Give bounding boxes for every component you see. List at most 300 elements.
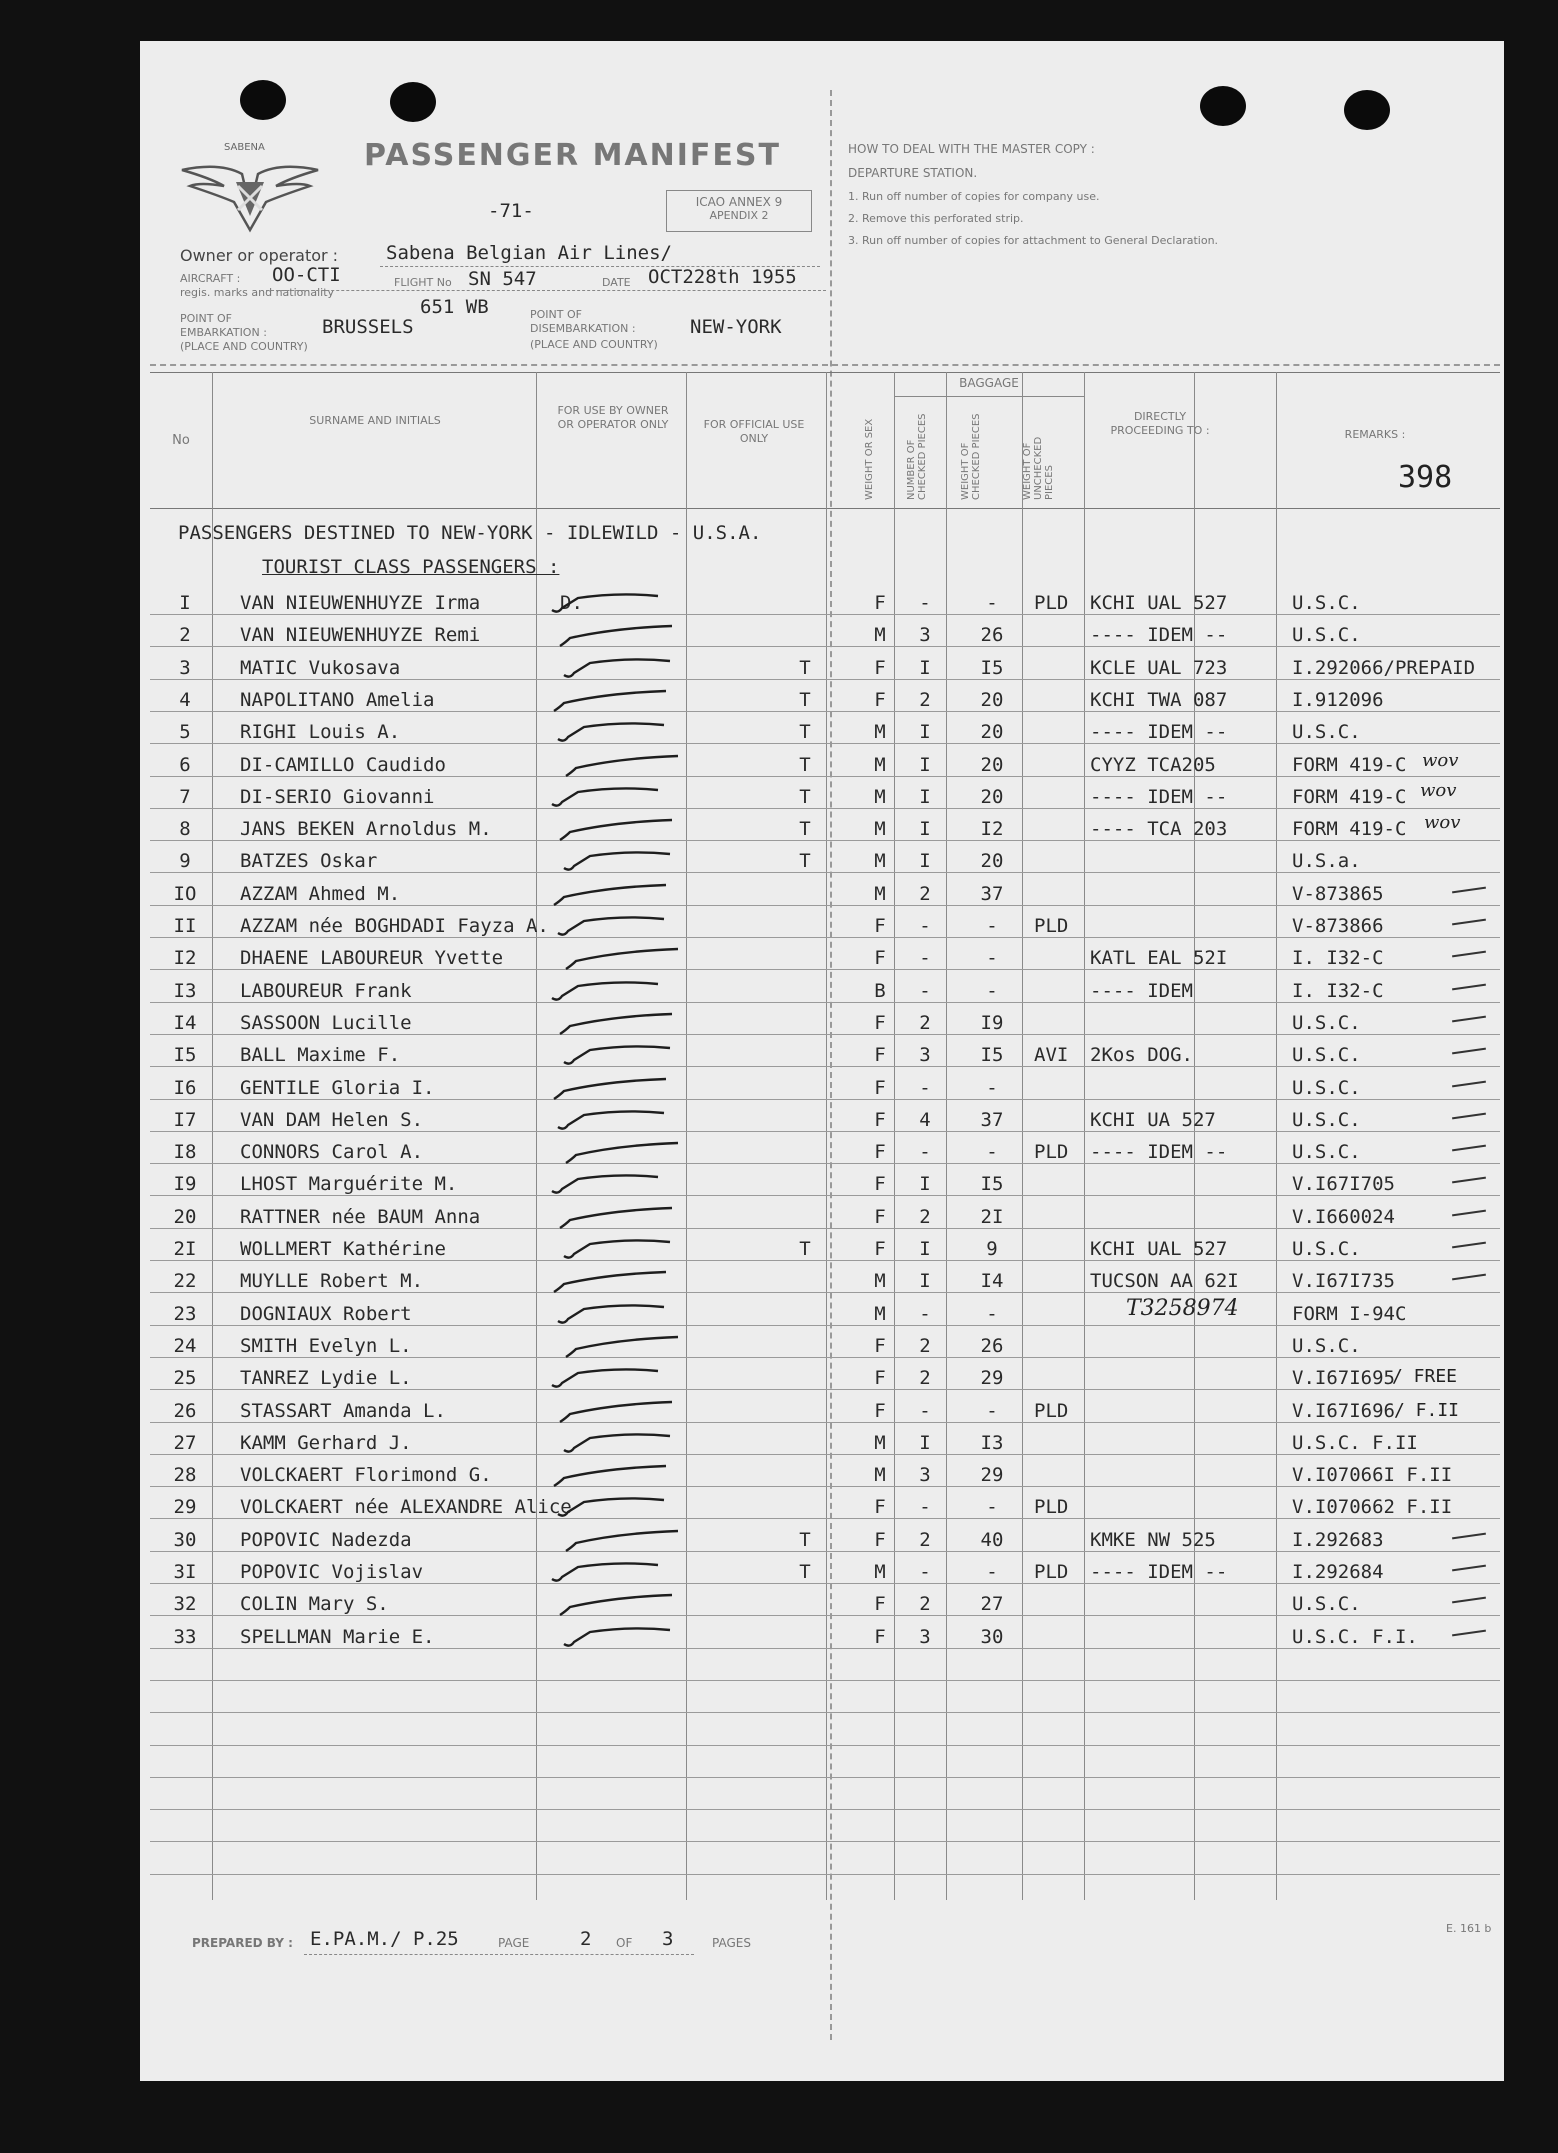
cell-wt: - bbox=[986, 1496, 998, 1519]
cell-name: SPELLMAN Marie E. bbox=[240, 1625, 435, 1648]
cell-name: STASSART Amanda L. bbox=[240, 1399, 446, 1422]
page-value: 2 bbox=[580, 1928, 592, 1950]
cell-pcs: 3 bbox=[919, 1625, 931, 1648]
table-row-line bbox=[150, 1422, 1500, 1423]
cell-wt: - bbox=[986, 1561, 998, 1583]
cell-name: RIGHI Louis A. bbox=[240, 721, 401, 744]
cell-wt: 37 bbox=[980, 882, 1004, 905]
cell-pcs: - bbox=[919, 1561, 931, 1583]
date-label: DATE bbox=[602, 276, 631, 289]
cell-rem: U.S.C. bbox=[1292, 624, 1361, 647]
table-row-line bbox=[150, 1518, 1500, 1519]
instruction-item: 2. Remove this perforated strip. bbox=[848, 212, 1024, 225]
owner-value: Sabena Belgian Air Lines/ bbox=[386, 242, 672, 264]
table-row-line bbox=[150, 1325, 1500, 1326]
cell-rem: V.I67I705 bbox=[1292, 1173, 1395, 1196]
handwritten-tick-icon bbox=[554, 814, 684, 844]
handwritten-tick-icon bbox=[554, 1396, 684, 1426]
cell-name: GENTILE Gloria I. bbox=[240, 1076, 435, 1099]
cell-sex: M bbox=[874, 753, 886, 776]
cell-pcs: - bbox=[919, 1302, 931, 1325]
handwritten-tick-icon bbox=[554, 1589, 684, 1619]
cell-sex: F bbox=[874, 592, 886, 614]
cell-wt: 20 bbox=[980, 850, 1004, 873]
cell-no: 6 bbox=[179, 753, 191, 776]
instruction-item: 1. Run off number of copies for company use. bbox=[848, 190, 1100, 203]
table-row-line bbox=[150, 1389, 1500, 1390]
handwritten-tick-icon bbox=[548, 879, 678, 909]
cell-dest: KCLE UAL 723 bbox=[1090, 656, 1228, 679]
table-row-line bbox=[150, 1454, 1500, 1455]
cell-pcs: I bbox=[919, 753, 931, 776]
table-row-line bbox=[150, 1195, 1500, 1196]
cell-name: DOGNIAUX Robert bbox=[240, 1302, 412, 1325]
cell-unchk: AVI bbox=[1034, 1044, 1069, 1067]
table-row-line bbox=[150, 711, 1500, 712]
cell-unchk: PLD bbox=[1034, 1141, 1069, 1164]
cell-name: SMITH Evelyn L. bbox=[240, 1334, 412, 1357]
col-header-checked-weight: WEIGHT OF CHECKED PIECES bbox=[960, 413, 982, 500]
cell-rem: V-873866 bbox=[1292, 915, 1384, 937]
cell-rem: FORM 419-C bbox=[1292, 818, 1407, 841]
table-row-line bbox=[150, 646, 1500, 647]
handwritten-note: / F.II bbox=[1394, 1400, 1460, 1421]
table-row-line bbox=[150, 1066, 1500, 1067]
cell-no: I9 bbox=[173, 1173, 197, 1196]
cell-pcs: 2 bbox=[919, 1593, 931, 1616]
cell-sex: F bbox=[874, 915, 886, 937]
cell-pcs: I bbox=[919, 1238, 931, 1260]
cell-no: 24 bbox=[173, 1334, 197, 1357]
cell-dest: KCHI TWA 087 bbox=[1090, 688, 1228, 711]
cell-wt: - bbox=[986, 915, 998, 937]
cell-sex: M bbox=[874, 882, 886, 905]
cell-off: T bbox=[799, 1561, 811, 1583]
cell-pcs: I bbox=[919, 785, 931, 808]
punch-hole bbox=[240, 80, 286, 120]
cell-pcs: 3 bbox=[919, 1044, 931, 1067]
handwritten-tick-icon bbox=[548, 588, 678, 618]
embark-value: BRUSSELS bbox=[322, 316, 414, 338]
cell-pcs: I bbox=[919, 1431, 931, 1454]
col-header-owner-use: FOR USE BY OWNER OR OPERATOR ONLY bbox=[557, 404, 669, 431]
cell-dest: KCHI UAL 527 bbox=[1090, 592, 1228, 614]
table-row-line bbox=[150, 905, 1500, 906]
cell-init: D. bbox=[560, 592, 583, 614]
table-row-line bbox=[150, 1745, 1500, 1746]
cell-rem: V.I660024 bbox=[1292, 1205, 1395, 1228]
col-header-weight-sex: WEIGHT OR SEX bbox=[864, 418, 875, 500]
cell-off: T bbox=[799, 785, 811, 808]
embark-sub-label: (PLACE AND COUNTRY) bbox=[180, 340, 308, 353]
cell-no: I bbox=[179, 592, 191, 614]
cell-rem: U.S.C. bbox=[1292, 592, 1361, 614]
cell-no: 25 bbox=[173, 1367, 197, 1390]
icao-line-1: ICAO ANNEX 9 bbox=[695, 195, 783, 209]
cell-rem: I.292683 bbox=[1292, 1528, 1384, 1551]
cell-no: 9 bbox=[179, 850, 191, 873]
cell-sex: F bbox=[874, 1141, 886, 1164]
cell-sex: F bbox=[874, 1334, 886, 1357]
cell-dest: ---- IDEM -- bbox=[1090, 1561, 1228, 1583]
cell-wt: 30 bbox=[980, 1625, 1004, 1648]
cell-name: RATTNER née BAUM Anna bbox=[240, 1205, 481, 1228]
handwritten-tick-icon bbox=[560, 653, 690, 683]
owner-label: Owner or operator : bbox=[180, 246, 339, 265]
cell-name: DI-SERIO Giovanni bbox=[240, 785, 435, 808]
cell-sex: M bbox=[874, 624, 886, 647]
cell-rem: U.S.C. F.II bbox=[1292, 1431, 1418, 1454]
cell-name: DI-CAMILLO Caudido bbox=[240, 753, 446, 776]
handwritten-tick-icon bbox=[560, 846, 690, 876]
cell-name: LHOST Marguérite M. bbox=[240, 1173, 458, 1196]
handwritten-tick-icon bbox=[554, 1202, 684, 1232]
cell-off: T bbox=[799, 850, 811, 873]
handwritten-tick-icon bbox=[548, 1266, 678, 1296]
cell-sex: M bbox=[874, 785, 886, 808]
table-row-line bbox=[150, 1583, 1500, 1584]
cell-no: I7 bbox=[173, 1108, 197, 1131]
cell-wt: - bbox=[986, 1399, 998, 1422]
table-row-line bbox=[150, 937, 1500, 938]
punch-hole bbox=[390, 82, 436, 122]
cell-dest: ---- IDEM -- bbox=[1090, 785, 1228, 808]
cell-no: I8 bbox=[173, 1141, 197, 1164]
cell-rem: I. I32-C bbox=[1292, 947, 1384, 970]
cell-off: T bbox=[799, 1238, 811, 1260]
cell-pcs: - bbox=[919, 979, 931, 1002]
aircraft-underline bbox=[266, 290, 826, 291]
table-row-line bbox=[150, 1002, 1500, 1003]
cell-name: VAN NIEUWENHUYZE Remi bbox=[240, 624, 481, 647]
cell-sex: F bbox=[874, 1205, 886, 1228]
cell-pcs: I bbox=[919, 850, 931, 873]
cell-wt: 26 bbox=[980, 624, 1004, 647]
cell-pcs: 2 bbox=[919, 688, 931, 711]
cell-rem: FORM I-94C bbox=[1292, 1302, 1407, 1325]
flight-label: FLIGHT No bbox=[394, 276, 452, 289]
cell-pcs: 2 bbox=[919, 1334, 931, 1357]
cell-rem: I.912096 bbox=[1292, 688, 1384, 711]
handwritten-tick-icon bbox=[560, 1040, 690, 1070]
cell-name: VOLCKAERT Florimond G. bbox=[240, 1464, 492, 1487]
cell-off: T bbox=[799, 656, 811, 679]
table-column-divider bbox=[1022, 372, 1023, 1900]
handwritten-note: T3258974 bbox=[1126, 1296, 1239, 1321]
cell-name: AZZAM née BOGHDADI Fayza A. bbox=[240, 915, 549, 937]
table-row-line bbox=[150, 1228, 1500, 1229]
col-header-surname: SURNAME AND INITIALS bbox=[309, 414, 441, 427]
table-row-line bbox=[150, 1648, 1500, 1649]
cell-dest: ---- IDEM -- bbox=[1090, 721, 1228, 744]
cell-pcs: 3 bbox=[919, 624, 931, 647]
cell-dest: KCHI UAL 527 bbox=[1090, 1238, 1228, 1260]
cell-name: POPOVIC Nadezda bbox=[240, 1528, 412, 1551]
cell-no: 32 bbox=[173, 1593, 197, 1616]
cell-sex: F bbox=[874, 1593, 886, 1616]
cell-sex: F bbox=[874, 947, 886, 970]
cell-dest: ---- IDEM -- bbox=[1090, 1141, 1228, 1164]
cell-pcs: 2 bbox=[919, 1205, 931, 1228]
table-row-line bbox=[150, 1486, 1500, 1487]
cell-dest: KCHI UA 527 bbox=[1090, 1108, 1216, 1131]
col-header-unchecked-weight: WEIGHT OF UNCHECKED PIECES bbox=[1022, 436, 1055, 500]
embark-label: POINT OF EMBARKATION : bbox=[180, 312, 267, 339]
cell-no: 28 bbox=[173, 1464, 197, 1487]
cell-name: TANREZ Lydie L. bbox=[240, 1367, 412, 1390]
table-row-line bbox=[150, 1357, 1500, 1358]
cell-sex: F bbox=[874, 1044, 886, 1067]
cell-pcs: I bbox=[919, 1270, 931, 1293]
table-row-line bbox=[150, 1260, 1500, 1261]
perforation-vertical bbox=[830, 90, 832, 2040]
cell-wt: 26 bbox=[980, 1334, 1004, 1357]
of-label: OF bbox=[616, 1936, 633, 1950]
class-line: TOURIST CLASS PASSENGERS : bbox=[262, 556, 560, 578]
cell-name: WOLLMERT Kathérine bbox=[240, 1238, 446, 1260]
cell-name: LABOUREUR Frank bbox=[240, 979, 412, 1002]
table-row-line bbox=[150, 614, 1500, 615]
cell-rem: FORM 419-C bbox=[1292, 785, 1407, 808]
handwritten-note: / FREE bbox=[1392, 1366, 1458, 1387]
cell-off: T bbox=[799, 753, 811, 776]
handwritten-tick-icon bbox=[548, 1169, 678, 1199]
cell-no: II bbox=[173, 915, 197, 937]
cell-pcs: - bbox=[919, 592, 931, 614]
table-row-line bbox=[150, 1163, 1500, 1164]
col-header-proceeding: DIRECTLY PROCEEDING TO : bbox=[1110, 410, 1210, 437]
cell-pcs: - bbox=[919, 915, 931, 937]
handwritten-tick-icon bbox=[548, 976, 678, 1006]
handwritten-tick-icon bbox=[554, 1008, 684, 1038]
table-row-line bbox=[150, 840, 1500, 841]
cell-rem: U.S.C. bbox=[1292, 1334, 1361, 1357]
handwritten-tick-icon bbox=[560, 1234, 690, 1264]
disembark-label: POINT OF DISEMBARKATION : bbox=[530, 308, 636, 335]
sabena-logo bbox=[180, 130, 320, 240]
aircraft-label: AIRCRAFT : bbox=[180, 272, 241, 285]
form-code: E. 161 b bbox=[1446, 1922, 1492, 1935]
cell-no: 30 bbox=[173, 1528, 197, 1551]
cell-no: 5 bbox=[179, 721, 191, 744]
cell-dest: ---- IDEM -- bbox=[1090, 624, 1228, 647]
table-row-line bbox=[150, 1777, 1500, 1778]
cell-dest: KATL EAL 52I bbox=[1090, 947, 1228, 970]
cell-wt: - bbox=[986, 979, 998, 1002]
handwritten-note: wov bbox=[1424, 812, 1461, 833]
instructions-heading-1: HOW TO DEAL WITH THE MASTER COPY : bbox=[848, 142, 1095, 156]
cell-no: IO bbox=[173, 882, 197, 905]
cell-sex: F bbox=[874, 1108, 886, 1131]
cell-name: JANS BEKEN Arnoldus M. bbox=[240, 818, 492, 841]
perforation-horizontal bbox=[150, 364, 1500, 366]
cell-name: COLIN Mary S. bbox=[240, 1593, 389, 1616]
cell-rem: V.I67I735 bbox=[1292, 1270, 1395, 1293]
cell-sex: M bbox=[874, 1464, 886, 1487]
cell-pcs: - bbox=[919, 1496, 931, 1519]
cell-pcs: 2 bbox=[919, 1367, 931, 1390]
cell-name: CONNORS Carol A. bbox=[240, 1141, 424, 1164]
table-row-line bbox=[150, 808, 1500, 809]
cell-pcs: 2 bbox=[919, 882, 931, 905]
cell-sex: M bbox=[874, 1302, 886, 1325]
cell-sex: B bbox=[874, 979, 886, 1002]
handwritten-tick-icon bbox=[560, 1622, 690, 1652]
cell-no: 3 bbox=[179, 656, 191, 679]
cell-rem: U.S.C. bbox=[1292, 1593, 1361, 1616]
cell-rem: U.S.a. bbox=[1292, 850, 1361, 873]
handwritten-tick-icon bbox=[560, 1137, 690, 1167]
handwritten-tick-icon bbox=[560, 943, 690, 973]
cell-unchk: PLD bbox=[1034, 1496, 1069, 1519]
table-row-line bbox=[150, 743, 1500, 744]
cell-sex: M bbox=[874, 721, 886, 744]
cell-off: T bbox=[799, 818, 811, 841]
cell-wt: I3 bbox=[980, 1431, 1004, 1454]
cell-name: VOLCKAERT née ALEXANDRE Alice bbox=[240, 1496, 572, 1519]
cell-no: 22 bbox=[173, 1270, 197, 1293]
cell-pcs: I bbox=[919, 1173, 931, 1196]
cell-name: BALL Maxime F. bbox=[240, 1044, 401, 1067]
cell-no: 3I bbox=[173, 1561, 197, 1583]
cell-no: I5 bbox=[173, 1044, 197, 1067]
table-row-line bbox=[150, 1551, 1500, 1552]
cell-dest: TUCSON AA 62I bbox=[1090, 1270, 1239, 1293]
cell-wt: 20 bbox=[980, 753, 1004, 776]
cell-sex: F bbox=[874, 1173, 886, 1196]
table-header-bottom bbox=[150, 508, 1500, 509]
col-header-baggage: BAGGAGE bbox=[959, 376, 1019, 390]
table-column-divider bbox=[894, 372, 895, 1900]
cell-name: VAN NIEUWENHUYZE Irma bbox=[240, 592, 481, 614]
table-column-divider bbox=[686, 372, 687, 1900]
table-top-border bbox=[150, 372, 1500, 373]
handwritten-tick-icon bbox=[560, 1428, 690, 1458]
cell-wt: 20 bbox=[980, 785, 1004, 808]
cell-name: DHAENE LABOUREUR Yvette bbox=[240, 947, 504, 970]
cell-rem: U.S.C. bbox=[1292, 1108, 1361, 1131]
cell-sex: F bbox=[874, 1625, 886, 1648]
cell-rem: U.S.C. bbox=[1292, 721, 1361, 744]
handwritten-tick-icon bbox=[554, 1105, 684, 1135]
cell-wt: I2 bbox=[980, 818, 1004, 841]
cell-rem: U.S.C. bbox=[1292, 1011, 1361, 1034]
cell-sex: M bbox=[874, 1270, 886, 1293]
table-row-line bbox=[150, 1712, 1500, 1713]
handwritten-tick-icon bbox=[548, 685, 678, 715]
table-row-line bbox=[150, 679, 1500, 680]
cell-rem: U.S.C. bbox=[1292, 1238, 1361, 1260]
cell-no: 2 bbox=[179, 624, 191, 647]
cell-no: 23 bbox=[173, 1302, 197, 1325]
disembark-value: NEW-YORK bbox=[690, 316, 782, 338]
cell-unchk: PLD bbox=[1034, 1399, 1069, 1422]
footer-underline bbox=[304, 1954, 694, 1955]
aircraft-sub-label: regis. marks and nationality bbox=[180, 286, 335, 299]
cell-pcs: 2 bbox=[919, 1528, 931, 1551]
cell-pcs: 2 bbox=[919, 1011, 931, 1034]
handwritten-tick-icon bbox=[548, 1557, 678, 1587]
handwritten-tick-icon bbox=[560, 750, 690, 780]
cell-unchk: PLD bbox=[1034, 592, 1069, 614]
cell-rem: V.I07066I F.II bbox=[1292, 1464, 1453, 1487]
icao-box bbox=[666, 190, 812, 232]
cell-no: I6 bbox=[173, 1076, 197, 1099]
of-value: 3 bbox=[662, 1928, 674, 1950]
cell-sex: M bbox=[874, 1561, 886, 1583]
cell-wt: - bbox=[986, 1141, 998, 1164]
cell-wt: - bbox=[986, 1076, 998, 1099]
cell-rem: V-873865 bbox=[1292, 882, 1384, 905]
table-row-line bbox=[150, 1615, 1500, 1616]
page-code: -71- bbox=[488, 200, 534, 222]
cell-pcs: - bbox=[919, 1399, 931, 1422]
table-row-line bbox=[150, 1680, 1500, 1681]
flight-value: SN 547 bbox=[468, 268, 537, 290]
cell-wt: 37 bbox=[980, 1108, 1004, 1131]
prepared-label: PREPARED BY : bbox=[192, 1936, 293, 1950]
cell-wt: I5 bbox=[980, 656, 1004, 679]
cell-sex: F bbox=[874, 1528, 886, 1551]
cell-rem: V.I070662 F.II bbox=[1292, 1496, 1453, 1519]
cell-name: BATZES Oskar bbox=[240, 850, 378, 873]
cell-rem: U.S.C. bbox=[1292, 1141, 1361, 1164]
cell-dest: 2Kos DOG. bbox=[1090, 1044, 1193, 1067]
table-row-line bbox=[150, 1131, 1500, 1132]
table-row-line bbox=[150, 969, 1500, 970]
cell-wt: - bbox=[986, 947, 998, 970]
cell-sex: F bbox=[874, 656, 886, 679]
cell-wt: 9 bbox=[986, 1238, 998, 1260]
handwritten-note: wov bbox=[1420, 780, 1457, 801]
cell-sex: M bbox=[874, 818, 886, 841]
cell-rem: FORM 419-C bbox=[1292, 753, 1407, 776]
cell-wt: 2I bbox=[980, 1205, 1004, 1228]
cell-name: KAMM Gerhard J. bbox=[240, 1431, 412, 1454]
icao-line-2: APENDIX 2 bbox=[709, 209, 769, 222]
pages-label: PAGES bbox=[712, 1936, 751, 1950]
cell-no: 4 bbox=[179, 688, 191, 711]
cell-wt: I5 bbox=[980, 1173, 1004, 1196]
cell-name: MUYLLE Robert M. bbox=[240, 1270, 424, 1293]
cell-sex: F bbox=[874, 1367, 886, 1390]
col-header-remarks: REMARKS : bbox=[1344, 428, 1406, 441]
remarks-number: 398 bbox=[1398, 460, 1453, 495]
cell-no: 20 bbox=[173, 1205, 197, 1228]
cell-rem: U.S.C. bbox=[1292, 1076, 1361, 1099]
flight-extra: 651 WB bbox=[420, 296, 489, 318]
prepared-value: E.PA.M./ P.25 bbox=[310, 1928, 459, 1950]
table-row-line bbox=[150, 1841, 1500, 1842]
cell-pcs: I bbox=[919, 721, 931, 744]
cell-name: AZZAM Ahmed M. bbox=[240, 882, 401, 905]
cell-wt: 27 bbox=[980, 1593, 1004, 1616]
handwritten-tick-icon bbox=[554, 620, 684, 650]
punch-hole bbox=[1200, 86, 1246, 126]
table-row-line bbox=[150, 1034, 1500, 1035]
cell-rem: I.292684 bbox=[1292, 1561, 1384, 1583]
cell-wt: I4 bbox=[980, 1270, 1004, 1293]
cell-off: T bbox=[799, 1528, 811, 1551]
cell-sex: F bbox=[874, 1076, 886, 1099]
cell-no: 26 bbox=[173, 1399, 197, 1422]
cell-dest: ---- TCA 203 bbox=[1090, 818, 1228, 841]
page-title: PASSENGER MANIFEST bbox=[364, 138, 781, 173]
cell-sex: F bbox=[874, 1399, 886, 1422]
cell-off: T bbox=[799, 721, 811, 744]
cell-no: 2I bbox=[173, 1238, 197, 1260]
cell-pcs: I bbox=[919, 656, 931, 679]
